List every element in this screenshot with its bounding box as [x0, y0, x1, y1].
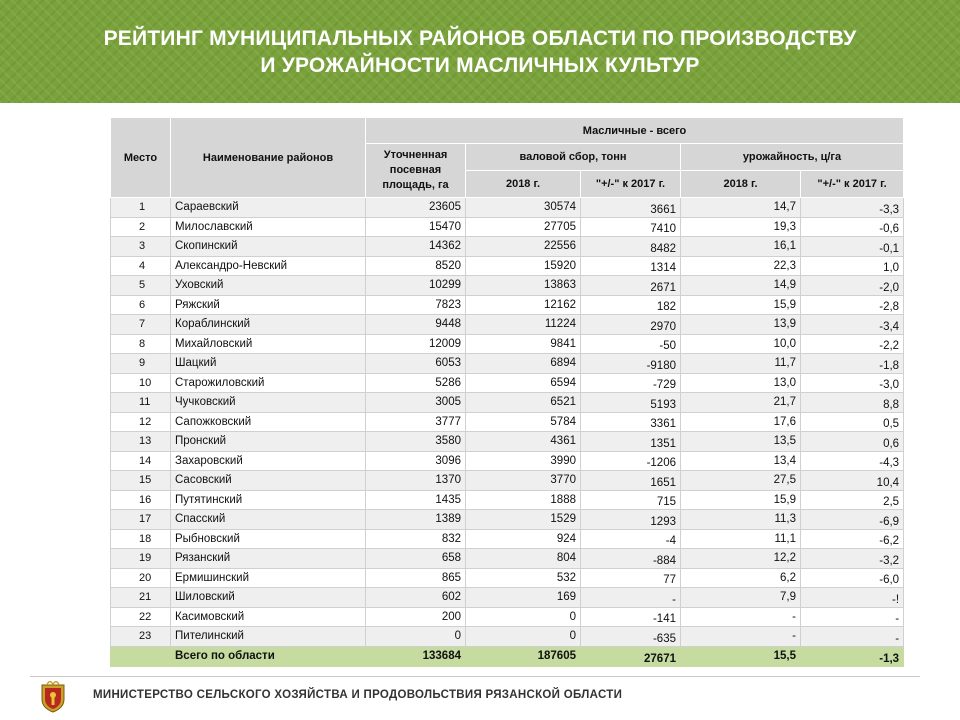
- cell-gross-diff: 1651: [581, 471, 681, 491]
- cell-yield-2018: 17,6: [681, 412, 801, 432]
- cell-gross-diff: 1351: [581, 432, 681, 452]
- cell-yield-2018: 10,0: [681, 334, 801, 354]
- cell-district: Кораблинский: [171, 315, 366, 335]
- table-row: [111, 217, 904, 237]
- cell-gross-2018: 4361: [466, 432, 581, 452]
- coat-of-arms-icon: [38, 681, 68, 713]
- cell-yield-diff: 0,6: [801, 432, 904, 452]
- cell-gross-2018: 30574: [466, 198, 581, 218]
- table-body: [111, 198, 904, 667]
- header-yield-diff: "+/-" к 2017 г.: [801, 171, 904, 198]
- cell-place: 5: [111, 276, 171, 296]
- cell-yield-diff: -2,2: [801, 334, 904, 354]
- cell-yield-2018: -: [681, 627, 801, 647]
- table-row: [111, 393, 904, 413]
- cell-place: 14: [111, 451, 171, 471]
- cell-place: 23: [111, 627, 171, 647]
- cell-yield-2018: 12,2: [681, 549, 801, 569]
- header-yield-2018: 2018 г.: [681, 171, 801, 198]
- cell-gross-2018: 1529: [466, 510, 581, 530]
- cell-place: 13: [111, 432, 171, 452]
- table-row: [111, 607, 904, 627]
- table-row: [111, 432, 904, 452]
- cell-gross-2018: 804: [466, 549, 581, 569]
- cell-sown-area: 3777: [366, 412, 466, 432]
- cell-gross-2018: 169: [466, 588, 581, 608]
- cell-gross-diff: 7410: [581, 217, 681, 237]
- cell-place: 22: [111, 607, 171, 627]
- header-gross-2018: 2018 г.: [466, 171, 581, 198]
- cell-gross-2018: 3770: [466, 471, 581, 491]
- table-row: [111, 237, 904, 257]
- cell-district: Сасовский: [171, 471, 366, 491]
- table-row: [111, 315, 904, 335]
- cell-gross-diff: -9180: [581, 354, 681, 374]
- header-gross-diff: "+/-" к 2017 г.: [581, 171, 681, 198]
- cell-yield-diff: -0,1: [801, 237, 904, 257]
- cell-district: Касимовский: [171, 607, 366, 627]
- cell-yield-diff: 2,5: [801, 490, 904, 510]
- cell-yield-diff: -3,2: [801, 549, 904, 569]
- cell-gross-diff: -50: [581, 334, 681, 354]
- cell-yield-diff: -: [801, 607, 904, 627]
- cell-yield-2018: 13,0: [681, 373, 801, 393]
- total-yield-2018: 15,5: [681, 646, 801, 666]
- cell-gross-diff: 2970: [581, 315, 681, 335]
- cell-gross-2018: 13863: [466, 276, 581, 296]
- cell-place: 21: [111, 588, 171, 608]
- cell-district: Скопинский: [171, 237, 366, 257]
- cell-yield-diff: -0,6: [801, 217, 904, 237]
- cell-gross-2018: 6894: [466, 354, 581, 374]
- cell-place: 2: [111, 217, 171, 237]
- cell-gross-2018: 3990: [466, 451, 581, 471]
- cell-yield-2018: 19,3: [681, 217, 801, 237]
- cell-sown-area: 23605: [366, 198, 466, 218]
- cell-yield-2018: 27,5: [681, 471, 801, 491]
- cell-district: Ермишинский: [171, 568, 366, 588]
- cell-yield-2018: 11,7: [681, 354, 801, 374]
- cell-yield-diff: -3,0: [801, 373, 904, 393]
- table-row: [111, 276, 904, 296]
- table-row: [111, 295, 904, 315]
- cell-sown-area: 12009: [366, 334, 466, 354]
- cell-gross-2018: 27705: [466, 217, 581, 237]
- title-banner: [0, 0, 960, 103]
- cell-district: Милославский: [171, 217, 366, 237]
- cell-sown-area: 1389: [366, 510, 466, 530]
- cell-sown-area: 865: [366, 568, 466, 588]
- cell-sown-area: 658: [366, 549, 466, 569]
- cell-gross-2018: 9841: [466, 334, 581, 354]
- cell-gross-2018: 1888: [466, 490, 581, 510]
- cell-gross-2018: 5784: [466, 412, 581, 432]
- cell-yield-diff: -2,0: [801, 276, 904, 296]
- cell-yield-2018: 13,9: [681, 315, 801, 335]
- cell-place: 1: [111, 198, 171, 218]
- cell-place: 3: [111, 237, 171, 257]
- cell-place: 16: [111, 490, 171, 510]
- cell-district: Ряжский: [171, 295, 366, 315]
- cell-gross-diff: 8482: [581, 237, 681, 257]
- table-row: [111, 627, 904, 647]
- cell-district: Пронский: [171, 432, 366, 452]
- cell-gross-2018: 6594: [466, 373, 581, 393]
- cell-gross-2018: 6521: [466, 393, 581, 413]
- cell-yield-2018: 15,9: [681, 295, 801, 315]
- cell-yield-2018: 14,9: [681, 276, 801, 296]
- cell-district: Захаровский: [171, 451, 366, 471]
- cell-yield-2018: 21,7: [681, 393, 801, 413]
- table-row: [111, 471, 904, 491]
- cell-place: 12: [111, 412, 171, 432]
- cell-district: Сараевский: [171, 198, 366, 218]
- cell-district: Старожиловский: [171, 373, 366, 393]
- cell-yield-diff: -6,9: [801, 510, 904, 530]
- cell-yield-diff: -1,8: [801, 354, 904, 374]
- cell-yield-2018: 13,5: [681, 432, 801, 452]
- cell-yield-2018: 11,3: [681, 510, 801, 530]
- table-row: [111, 198, 904, 218]
- table-row: [111, 373, 904, 393]
- total-gross-diff: 27671: [581, 646, 681, 666]
- table-row: [111, 568, 904, 588]
- cell-gross-diff: -: [581, 588, 681, 608]
- cell-yield-2018: 6,2: [681, 568, 801, 588]
- total-yield-diff: -1,3: [801, 646, 904, 666]
- footer-ministry-name: МИНИСТЕРСТВО СЕЛЬСКОГО ХОЗЯЙСТВА И ПРОДОВОЛЬСТВИЯ РЯЗАНСКОЙ ОБЛАСТИ: [93, 689, 623, 701]
- cell-place: 7: [111, 315, 171, 335]
- table-row: [111, 256, 904, 276]
- cell-district: Рязанский: [171, 549, 366, 569]
- cell-sown-area: 3005: [366, 393, 466, 413]
- cell-yield-diff: -4,3: [801, 451, 904, 471]
- cell-yield-2018: 16,1: [681, 237, 801, 257]
- cell-yield-2018: 13,4: [681, 451, 801, 471]
- total-gross-2018: 187605: [466, 646, 581, 666]
- cell-district: Сапожковский: [171, 412, 366, 432]
- header-district-name: Наименование районов: [171, 118, 366, 198]
- cell-gross-diff: 77: [581, 568, 681, 588]
- header-gross-harvest: валовой сбор, тонн: [466, 144, 681, 171]
- cell-gross-diff: -635: [581, 627, 681, 647]
- cell-gross-2018: 15920: [466, 256, 581, 276]
- cell-gross-diff: -729: [581, 373, 681, 393]
- cell-yield-diff: -!: [801, 588, 904, 608]
- cell-gross-diff: 3361: [581, 412, 681, 432]
- cell-sown-area: 1370: [366, 471, 466, 491]
- table-header: [111, 118, 904, 198]
- cell-gross-2018: 924: [466, 529, 581, 549]
- cell-yield-diff: -2,8: [801, 295, 904, 315]
- cell-gross-diff: -141: [581, 607, 681, 627]
- cell-sown-area: 832: [366, 529, 466, 549]
- cell-gross-2018: 532: [466, 568, 581, 588]
- table-row: [111, 412, 904, 432]
- cell-place: 20: [111, 568, 171, 588]
- cell-place: 10: [111, 373, 171, 393]
- table-row: [111, 510, 904, 530]
- cell-place: 15: [111, 471, 171, 491]
- cell-yield-diff: -3,4: [801, 315, 904, 335]
- footer-divider: [30, 676, 920, 677]
- cell-gross-diff: 3661: [581, 198, 681, 218]
- cell-gross-diff: 2671: [581, 276, 681, 296]
- cell-yield-diff: -6,0: [801, 568, 904, 588]
- cell-place: 8: [111, 334, 171, 354]
- cell-sown-area: 602: [366, 588, 466, 608]
- header-sown-area: Уточненная посевная площадь, га: [366, 144, 466, 198]
- cell-district: Рыбновский: [171, 529, 366, 549]
- cell-sown-area: 10299: [366, 276, 466, 296]
- cell-gross-diff: 1314: [581, 256, 681, 276]
- cell-place: 19: [111, 549, 171, 569]
- cell-gross-diff: -1206: [581, 451, 681, 471]
- table-row: [111, 588, 904, 608]
- cell-yield-diff: -: [801, 627, 904, 647]
- total-place: [111, 646, 171, 666]
- cell-district: Чучковский: [171, 393, 366, 413]
- cell-gross-2018: 0: [466, 627, 581, 647]
- cell-gross-diff: 1293: [581, 510, 681, 530]
- cell-sown-area: 5286: [366, 373, 466, 393]
- cell-sown-area: 9448: [366, 315, 466, 335]
- cell-yield-2018: 14,7: [681, 198, 801, 218]
- cell-place: 9: [111, 354, 171, 374]
- rating-table: [110, 117, 904, 667]
- cell-place: 6: [111, 295, 171, 315]
- cell-yield-diff: 0,5: [801, 412, 904, 432]
- page-title-line-1: РЕЙТИНГ МУНИЦИПАЛЬНЫХ РАЙОНОВ ОБЛАСТИ ПО ПРОИЗВОДСТВУ: [103, 26, 857, 50]
- table-row: [111, 549, 904, 569]
- cell-yield-2018: -: [681, 607, 801, 627]
- table-total-row: [111, 646, 904, 666]
- cell-district: Спасский: [171, 510, 366, 530]
- cell-district: Пителинский: [171, 627, 366, 647]
- cell-gross-diff: 715: [581, 490, 681, 510]
- cell-place: 18: [111, 529, 171, 549]
- cell-sown-area: 15470: [366, 217, 466, 237]
- cell-gross-diff: 5193: [581, 393, 681, 413]
- cell-district: Путятинский: [171, 490, 366, 510]
- rating-table-container: [110, 117, 903, 667]
- cell-yield-2018: 7,9: [681, 588, 801, 608]
- cell-gross-diff: -884: [581, 549, 681, 569]
- cell-gross-diff: 182: [581, 295, 681, 315]
- cell-district: Шиловский: [171, 588, 366, 608]
- table-row: [111, 451, 904, 471]
- cell-yield-diff: 10,4: [801, 471, 904, 491]
- cell-yield-diff: 1,0: [801, 256, 904, 276]
- cell-yield-2018: 15,9: [681, 490, 801, 510]
- cell-sown-area: 7823: [366, 295, 466, 315]
- cell-sown-area: 14362: [366, 237, 466, 257]
- table-row: [111, 529, 904, 549]
- cell-place: 11: [111, 393, 171, 413]
- cell-sown-area: 6053: [366, 354, 466, 374]
- page-title-line-2: И УРОЖАЙНОСТИ МАСЛИЧНЫХ КУЛЬТУР: [260, 53, 700, 77]
- cell-place: 4: [111, 256, 171, 276]
- cell-sown-area: 1435: [366, 490, 466, 510]
- table-row: [111, 354, 904, 374]
- cell-district: Михайловский: [171, 334, 366, 354]
- table-row: [111, 490, 904, 510]
- cell-district: Уховский: [171, 276, 366, 296]
- cell-yield-diff: 8,8: [801, 393, 904, 413]
- cell-sown-area: 0: [366, 627, 466, 647]
- header-oilseeds-total: Масличные - всего: [366, 118, 904, 144]
- cell-sown-area: 3580: [366, 432, 466, 452]
- cell-district: Александро-Невский: [171, 256, 366, 276]
- total-sown-area: 133684: [366, 646, 466, 666]
- cell-gross-2018: 22556: [466, 237, 581, 257]
- table-row: [111, 334, 904, 354]
- cell-yield-2018: 22,3: [681, 256, 801, 276]
- cell-gross-2018: 0: [466, 607, 581, 627]
- cell-place: 17: [111, 510, 171, 530]
- header-place: Место: [111, 118, 171, 198]
- cell-sown-area: 8520: [366, 256, 466, 276]
- total-label: Всего по области: [171, 646, 366, 666]
- cell-sown-area: 3096: [366, 451, 466, 471]
- cell-gross-2018: 12162: [466, 295, 581, 315]
- cell-yield-2018: 11,1: [681, 529, 801, 549]
- cell-yield-diff: -3,3: [801, 198, 904, 218]
- cell-gross-diff: -4: [581, 529, 681, 549]
- cell-sown-area: 200: [366, 607, 466, 627]
- header-yield: урожайность, ц/га: [681, 144, 904, 171]
- cell-yield-diff: -6,2: [801, 529, 904, 549]
- cell-district: Шацкий: [171, 354, 366, 374]
- cell-gross-2018: 11224: [466, 315, 581, 335]
